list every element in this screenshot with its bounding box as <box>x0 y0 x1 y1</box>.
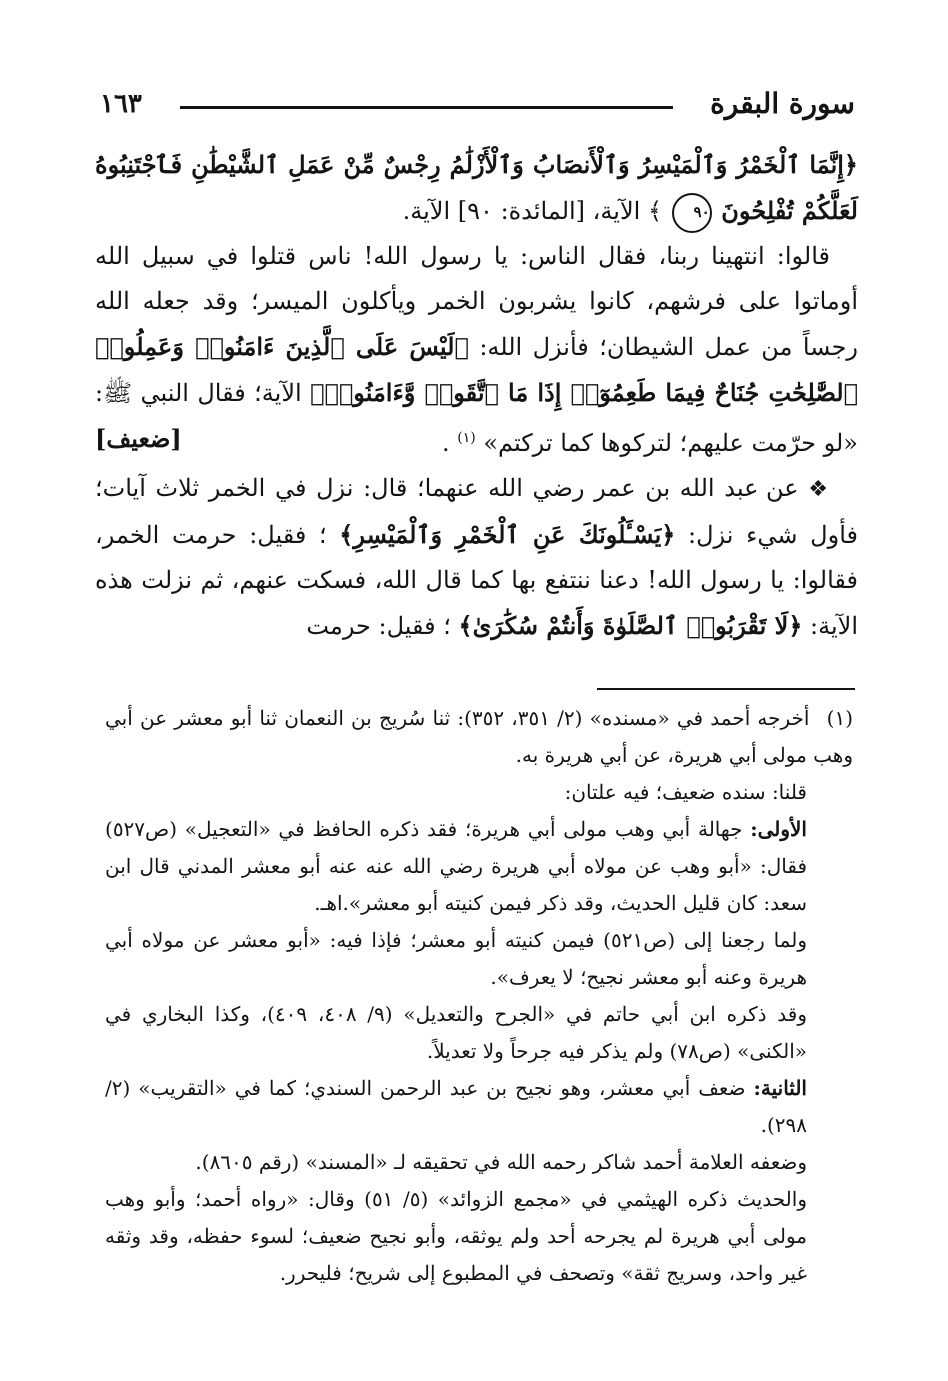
footnote-second-defect <box>105 1070 853 1144</box>
hadith-grade: [ضعيف] <box>95 424 182 453</box>
paragraph-text: الآية؛ فقال النبي ﷺ: «لو حرّمت عليهم؛ لتركوها كما تركتم» <box>95 379 858 457</box>
verse-citation: ﴾ الآية، [المائدة: ٩٠] الآية. <box>402 197 663 225</box>
paragraph-text: قالوا: انتهينا ربنا، فقال الناس: يا رسول الله! ناس قتلوا في سبيل الله أوماتوا على فرشهم، كانوا يشربون الخمر ويأكلون الميسر؛ وقد جعله الله رجساً من عمل الشيطان؛ فأنزل الله: <box>95 242 858 361</box>
footnote-text: جهالة أبي وهب مولى أبي هريرة؛ فقد ذكره الحافظ في «التعجيل» (ص٥٢٧) فقال: «أبو وهب عن مولاه أبي هريرة رضي الله عنه عنه أبو معشر المدني قال ابن سعد: كان قليل الحديث، وقد ذكر فيمن كنيته أبو معشر».اهـ. <box>105 817 807 915</box>
footnote-reference: (١) <box>457 430 476 446</box>
quran-verse: ﴿إِنَّمَا ٱلْخَمْرُ وَٱلْمَيْسِرُ وَٱلْأَنصَابُ وَٱلْأَزْلَٰمُ رِجْسٌ مِّنْ عَمَلِ ٱلشَّيْطَٰنِ فَٱجْتَنِبُوهُ لَعَلَّكُمْ تُفْلِحُونَ <box>95 150 858 225</box>
quran-verse: ﴿يَسْـَٔلُونَكَ عَنِ ٱلْخَمْرِ وَٱلْمَيْسِرِ﴾ <box>339 520 676 549</box>
paragraph-text: . <box>441 429 450 457</box>
paragraph-text: ؛ فقيل: حرمت الخمر، فقالوا: يا رسول الله! دعنا ننتفع بها كما قال الله، فسكت عنهم، ثم نزلت هذه الآية: <box>95 521 858 640</box>
verse-block <box>95 142 858 234</box>
footnote-label: الأولى: <box>750 817 807 841</box>
footnote-line: وقد ذكره ابن أبي حاتم في «الجرح والتعديل» (٩/ ٤٠٨، ٤٠٩)، وكذا البخاري في «الكنى» (ص٧٨) ولم يذكر فيه جرحاً ولا تعديلاً. <box>105 1002 807 1063</box>
surah-title: سورة البقرة <box>710 87 855 120</box>
footnote-text: أخرجه أحمد في «مسنده» (٢/ ٣٥١، ٣٥٢): ثنا سُريج بن النعمان ثنا أبو معشر عن أبي وهب مولى أبي هريرة، عن أبي هريرة به. <box>105 706 853 767</box>
paragraph-text: عن عبد الله بن عمر رضي الله عنهما؛ قال: نزل في الخمر ثلاث آيات؛ فأول شيء نزل: <box>95 474 858 549</box>
footnote-1 <box>105 700 853 774</box>
paragraph-2 <box>95 466 858 649</box>
footnote-line: والحديث ذكره الهيثمي في «مجمع الزوائد» (٥/ ٥١) وقال: «رواه أحمد؛ وأبو وهب مولى أبي هريرة لم يجرحه أحد ولم يوثقه، وأبو نجيح ضعيف؛ لسوء حفظه، وقد وثقه غير واحد، وسريج ثقة» وتصحف في المطبوع إلى شريح؛ فليحرر. <box>105 1187 807 1285</box>
running-header <box>100 86 855 126</box>
footnote-separator <box>597 688 855 690</box>
quran-verse: ﴿لَيْسَ عَلَى ٱلَّذِينَ ءَامَنُوا۟ وَعَمِلُوا۟ ٱلصَّٰلِحَٰتِ جُنَاحٌ فِيمَا طَعِمُوٓا۟ إِذَا مَا ٱتَّقَوا۟ وَّءَامَنُوا۟﴾ <box>95 332 858 407</box>
main-text <box>95 142 858 649</box>
section-star-icon: ❖ <box>808 477 830 502</box>
footnote-text: ضعف أبي معشر، وهو نجيح بن عبد الرحمن السندي؛ كما في «التقريب» (٢/ ٢٩٨). <box>105 1076 807 1137</box>
footnote-first-defect <box>105 811 853 922</box>
quran-verse: ﴿لَا تَقْرَبُوا۟ ٱلصَّلَوٰةَ وَأَنتُمْ سُكَٰرَىٰ﴾ <box>458 611 803 640</box>
footnote-line: ولما رجعنا إلى (ص٥٢١) فيمن كنيته أبو معشر؛ فإذا فيه: «أبو معشر عن مولاه أبي هريرة وعنه أبو معشر نجيح؛ لا يعرف». <box>105 928 807 989</box>
paragraph-text: ؛ فقيل: حرمت <box>306 612 451 640</box>
footnote-line: قلنا: سنده ضعيف؛ فيه علتان: <box>564 780 807 804</box>
header-rule <box>180 106 673 109</box>
footnotes <box>105 700 853 1292</box>
footnote-marker: (١) <box>826 706 854 730</box>
paragraph-1 <box>95 234 858 466</box>
ayah-number-marker: ٩٠ <box>672 193 712 233</box>
footnote-line: وضعفه العلامة أحمد شاكر رحمه الله في تحقيقه لـ «المسند» (رقم ٨٦٠٥). <box>195 1150 807 1174</box>
page-number: ١٦٣ <box>100 89 142 119</box>
footnote-label: الثانية: <box>753 1076 807 1100</box>
